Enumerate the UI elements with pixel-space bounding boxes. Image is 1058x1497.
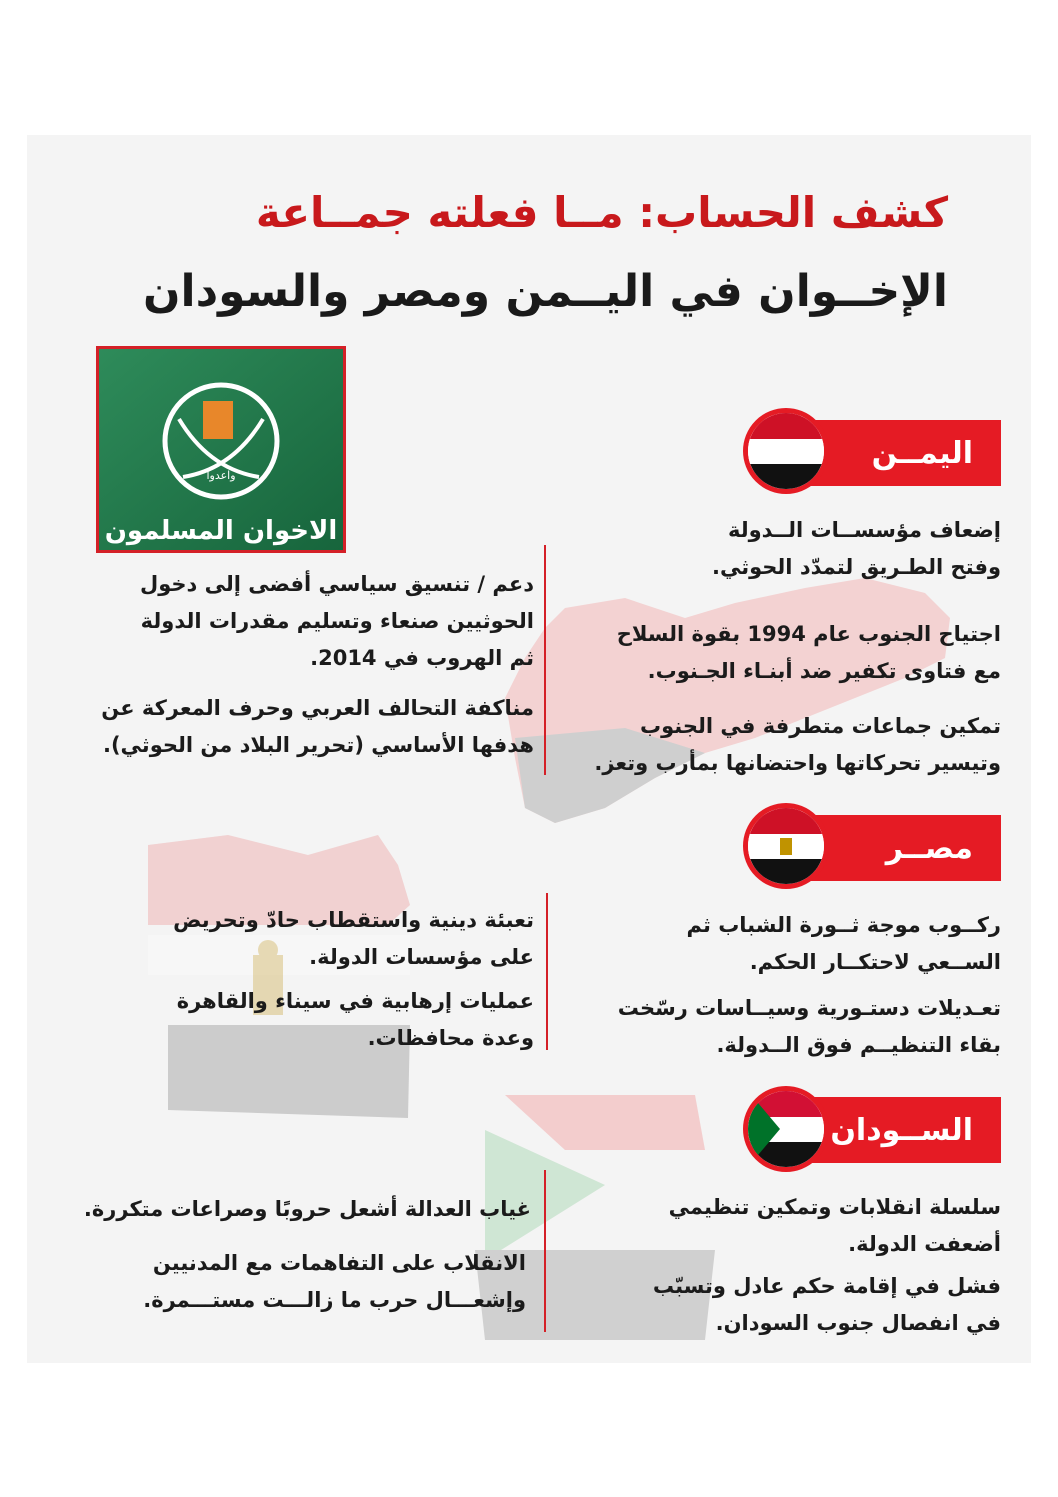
yemen-divider: [544, 545, 546, 775]
sudan-point-1: سلسلة انقلابات وتمكين تنظيمي أضعفت الدولة.: [668, 1195, 1001, 1256]
egypt-left-point-1: تعبئة دينية واستقطاب حادّ وتحريض على مؤسسات الدولة.: [173, 908, 534, 969]
yemen-point-3: تمكين جماعات متطرفة في الجنوب وتيسير تحركاتها واحتضانها بمأرب وتعز.: [594, 714, 1001, 775]
sudan-point-2: فشل في إقامة حكم عادل وتسبّب في انفصال جنوب السودان.: [652, 1274, 1001, 1335]
headline-line-1: كشف الحساب: مــا فعلته جمــاعة: [255, 188, 948, 237]
headline-line-2: الإخــوان في اليــمن ومصر والسودان: [142, 266, 948, 317]
emblem-text: واعدوا: [206, 469, 236, 482]
yemen-left-point-1: دعم / تنسيق سياسي أفضى إلى دخول الحوثيين صنعاء وتسليم مقدرات الدولة ثم الهروب في 2014.: [140, 572, 534, 670]
section-label-egypt: مصــر: [789, 815, 1001, 881]
banner-text: الاخوان المسلمون: [104, 516, 338, 546]
egypt-point-2: تعـديلات دستـورية وسيــاسات رسّخت بقاء التنظيــم فوق الــدولة.: [617, 996, 1001, 1057]
sudan-left-point-1: غياب العدالة أشعل حروبًا وصراعات متكررة.: [83, 1197, 531, 1221]
sudan-left-point-2: الانقلاب على التفاهمات مع المدنيين وإشعـــال حرب ما زالـــت مستـــمرة.: [143, 1251, 526, 1312]
yemen-point-1: إضعاف مؤسســات الــدولة وفتح الطـريق لتمدّد الحوثي.: [712, 518, 1001, 579]
section-label-sudan: الســودان: [789, 1097, 1001, 1163]
brotherhood-flag-photo: [96, 346, 346, 553]
section-label-yemen: اليمــن: [789, 420, 1001, 486]
yemen-point-2: اجتياح الجنوب عام 1994 بقوة السلاح مع فتاوى تكفير ضد أبنـاء الجـنوب.: [616, 622, 1001, 683]
yemen-left-point-2: مناكفة التحالف العربي وحرف المعركة عن هدفها الأساسي (تحرير البلاد من الحوثي).: [101, 696, 534, 757]
yemen-flag-icon: [743, 408, 829, 494]
egypt-point-1: ركــوب موجة ثــورة الشباب ثم الســعي لاحتكــار الحكم.: [686, 913, 1001, 974]
egypt-divider: [546, 893, 548, 1050]
sudan-flag-icon: [743, 1086, 829, 1172]
egypt-flag-icon: [743, 803, 829, 889]
sudan-divider: [544, 1170, 546, 1332]
egypt-left-point-2: عمليات إرهابية في سيناء والقاهرة وعدة محافظات.: [176, 989, 534, 1050]
egypt-map-silhouette: [148, 835, 418, 1118]
